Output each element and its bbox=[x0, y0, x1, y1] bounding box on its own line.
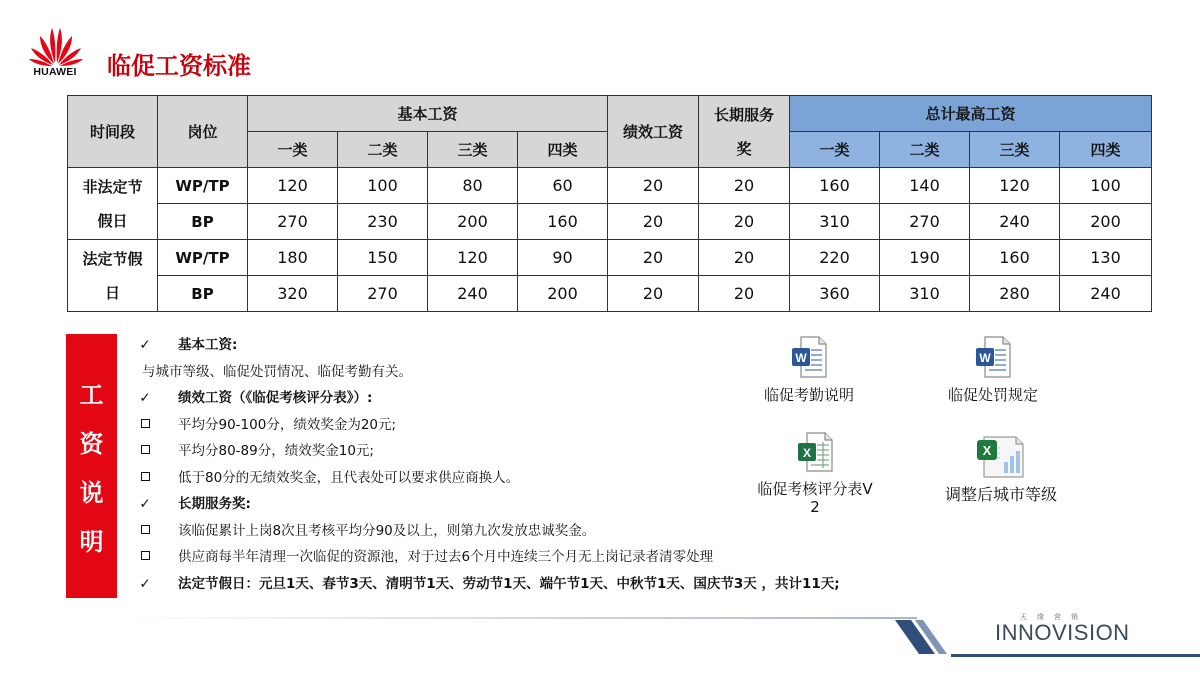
check-icon: ✓ bbox=[139, 575, 151, 592]
total-cat2-cell: 310 bbox=[880, 276, 970, 312]
base-cat3-cell: 80 bbox=[428, 168, 518, 204]
attachment-label-line1: 临促考核评分表V bbox=[757, 480, 873, 498]
note-text: 该临促累计上岗8次且考核平均分90及以上，则第九次发放忠诚奖金。 bbox=[178, 522, 596, 539]
note-text: 基本工资: bbox=[178, 337, 238, 353]
header-long-service bbox=[699, 96, 790, 168]
total-cat4-cell: 240 bbox=[1060, 276, 1152, 312]
svg-text:X: X bbox=[802, 446, 812, 460]
svg-text:W: W bbox=[979, 351, 991, 365]
period-line1: 法定节假 bbox=[82, 249, 143, 268]
total-cat1-cell: 360 bbox=[790, 276, 880, 312]
tab-char: 资 bbox=[79, 430, 104, 458]
base-cat4-cell: 90 bbox=[518, 240, 608, 276]
total-cat2-cell: 140 bbox=[880, 168, 970, 204]
header-base-cat4: 四类 bbox=[518, 132, 608, 168]
long-service-cell: 20 bbox=[699, 240, 790, 276]
table-row bbox=[68, 276, 1152, 312]
perf-cell: 20 bbox=[608, 168, 699, 204]
header-period: 时间段 bbox=[68, 96, 158, 168]
total-cat4-cell: 130 bbox=[1060, 240, 1152, 276]
huawei-petal-icon bbox=[28, 22, 84, 66]
innovision-logo: INNOVISION bbox=[995, 620, 1130, 645]
base-cat2-cell: 150 bbox=[338, 240, 428, 276]
attachment-label-line2: 2 bbox=[810, 498, 820, 516]
table-header-row bbox=[68, 96, 1152, 132]
wage-explanation-tab bbox=[66, 334, 117, 598]
header-total-max-wage: 总计最高工资 bbox=[790, 96, 1152, 132]
period-line2: 日 bbox=[104, 283, 120, 302]
note-item bbox=[138, 571, 938, 598]
total-cat1-cell: 310 bbox=[790, 204, 880, 240]
period-line2: 假日 bbox=[97, 211, 128, 230]
perf-cell: 20 bbox=[608, 204, 699, 240]
note-text: 平均分90-100分，绩效奖金为20元; bbox=[178, 416, 397, 433]
square-bullet-icon bbox=[138, 544, 152, 571]
total-cat4-cell: 200 bbox=[1060, 204, 1152, 240]
base-cat3-cell: 120 bbox=[428, 240, 518, 276]
note-text: 绩效工资（《临促考核评分表》）: bbox=[178, 390, 373, 406]
tab-char: 说 bbox=[79, 479, 104, 507]
svg-text:W: W bbox=[795, 351, 807, 365]
square-bullet-icon bbox=[138, 465, 152, 492]
base-cat3-cell: 240 bbox=[428, 276, 518, 312]
attachment-label: 临促处罚规定 bbox=[947, 386, 1038, 404]
post-cell: WP/TP bbox=[158, 168, 248, 204]
total-cat3-cell: 160 bbox=[970, 240, 1060, 276]
attachment-penalty-doc[interactable] bbox=[918, 336, 1068, 404]
logo-wordmark: HUAWEI bbox=[33, 66, 77, 78]
header-base-wage: 基本工资 bbox=[248, 96, 608, 132]
footer-divider bbox=[117, 617, 917, 619]
note-item bbox=[138, 518, 938, 545]
square-bullet-icon bbox=[138, 518, 152, 545]
period-non-holiday bbox=[68, 168, 158, 240]
header-total-cat4: 四类 bbox=[1060, 132, 1152, 168]
note-text: 长期服务奖: bbox=[178, 496, 251, 512]
word-document-icon bbox=[975, 336, 1011, 378]
attachment-attendance-doc[interactable] bbox=[734, 336, 884, 404]
brand-chinese: 天缘营销 bbox=[1020, 613, 1088, 621]
perf-cell: 20 bbox=[608, 240, 699, 276]
post-cell: WP/TP bbox=[158, 240, 248, 276]
header-base-cat3: 三类 bbox=[428, 132, 518, 168]
total-cat2-cell: 190 bbox=[880, 240, 970, 276]
total-cat1-cell: 160 bbox=[790, 168, 880, 204]
post-cell: BP bbox=[158, 204, 248, 240]
note-text: 平均分80-89分，绩效奖金10元; bbox=[178, 443, 374, 459]
attachment-score-sheet[interactable] bbox=[740, 432, 890, 516]
note-text: 法定节假日：元旦1天、春节3天、清明节1天、劳动节1天、端午节1天、中秋节1天、国庆节3天 ，共计11天; bbox=[178, 575, 840, 592]
header-long-service-line1: 长期服务 bbox=[714, 105, 775, 124]
attachment-label: 调整后城市等级 bbox=[944, 485, 1057, 504]
base-cat1-cell: 180 bbox=[248, 240, 338, 276]
attachment-city-level[interactable] bbox=[926, 434, 1076, 504]
check-icon: ✓ bbox=[139, 496, 151, 512]
period-statutory-holiday bbox=[68, 240, 158, 312]
perf-cell: 20 bbox=[608, 276, 699, 312]
long-service-cell: 20 bbox=[699, 168, 790, 204]
page-title: 临促工资标准 bbox=[107, 52, 251, 80]
excel-document-icon bbox=[797, 432, 833, 472]
total-cat3-cell: 280 bbox=[970, 276, 1060, 312]
base-cat3-cell: 200 bbox=[428, 204, 518, 240]
base-cat1-cell: 320 bbox=[248, 276, 338, 312]
attachment-label: 临促考勤说明 bbox=[763, 386, 854, 404]
header-total-cat3: 三类 bbox=[970, 132, 1060, 168]
word-document-icon bbox=[791, 336, 827, 378]
long-service-cell: 20 bbox=[699, 204, 790, 240]
huawei-logo bbox=[22, 22, 92, 80]
period-line1: 非法定节 bbox=[82, 177, 143, 196]
header-performance-wage: 绩效工资 bbox=[608, 96, 699, 168]
wage-table bbox=[67, 95, 1152, 312]
header-total-cat2: 二类 bbox=[880, 132, 970, 168]
base-cat4-cell: 160 bbox=[518, 204, 608, 240]
base-cat1-cell: 120 bbox=[248, 168, 338, 204]
total-cat2-cell: 270 bbox=[880, 204, 970, 240]
total-cat3-cell: 120 bbox=[970, 168, 1060, 204]
table-row bbox=[68, 204, 1152, 240]
tab-char: 工 bbox=[79, 381, 104, 409]
note-item bbox=[138, 544, 938, 571]
note-text: 供应商每半年清理一次临促的资源池，对于过去6个月中连续三个月无上岗记录者清零处理 bbox=[178, 549, 714, 565]
total-cat4-cell: 100 bbox=[1060, 168, 1152, 204]
header-long-service-line2: 奖 bbox=[736, 139, 752, 158]
long-service-cell: 20 bbox=[699, 276, 790, 312]
base-cat2-cell: 270 bbox=[338, 276, 428, 312]
check-icon: ✓ bbox=[139, 337, 151, 353]
base-cat2-cell: 100 bbox=[338, 168, 428, 204]
excel-chart-document-icon bbox=[976, 434, 1026, 478]
tab-char: 明 bbox=[79, 528, 104, 556]
total-cat1-cell: 220 bbox=[790, 240, 880, 276]
square-bullet-icon bbox=[138, 438, 152, 465]
total-cat3-cell: 240 bbox=[970, 204, 1060, 240]
header-base-cat1: 一类 bbox=[248, 132, 338, 168]
header-base-cat2: 二类 bbox=[338, 132, 428, 168]
base-cat4-cell: 200 bbox=[518, 276, 608, 312]
note-text: 低于80分的无绩效奖金，且代表处可以要求供应商换人。 bbox=[178, 469, 520, 486]
header-total-cat1: 一类 bbox=[790, 132, 880, 168]
base-cat4-cell: 60 bbox=[518, 168, 608, 204]
check-icon: ✓ bbox=[139, 390, 151, 406]
svg-text:X: X bbox=[982, 443, 992, 458]
base-cat1-cell: 270 bbox=[248, 204, 338, 240]
table-row bbox=[68, 168, 1152, 204]
note-text: 与城市等级、临促处罚情况、临促考勤有关。 bbox=[142, 363, 412, 380]
square-bullet-icon bbox=[138, 412, 152, 439]
post-cell: BP bbox=[158, 276, 248, 312]
header-post: 岗位 bbox=[158, 96, 248, 168]
table-row bbox=[68, 240, 1152, 276]
base-cat2-cell: 230 bbox=[338, 204, 428, 240]
